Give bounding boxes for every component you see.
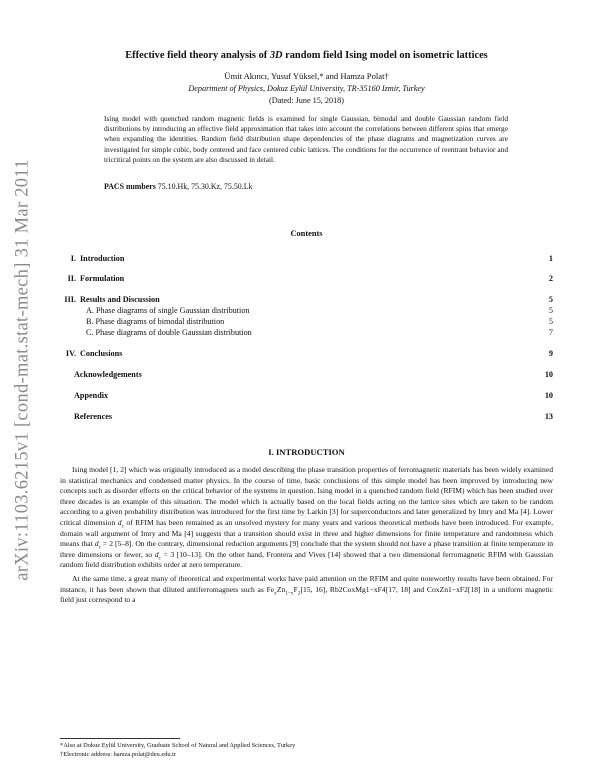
paper-title <box>60 50 553 61</box>
toc-entry-appendix[interactable] <box>60 391 553 402</box>
text-run: Ising model [1, 2] which was originally introduced as a model describing the phase transition properties of ferromagnetic materials has been widely examined in statistical mechanics and condensed matter physics. In the course of time, basic conclusions of this simple model has been improved by introducing new concepts such as disorder effects on the critical behavior of the systems in question. Ising model in a quenched random field (RFIM) which has been studied over three decades is an example of this situation. The model which is actually based on the local fields acting on the lattice sites which are taken to be random according to a given probability distribution was introduced for the first time by Larkin [3] for superconductors and later generalized by Imry and Ma [4]. Lower critical dimension <box>60 465 553 527</box>
formula-fe-zn-f2: $Fe_xZn_{1-x}F_2$ <box>266 584 301 597</box>
footnote-1: *Also at Dokuz Eylül University, Graduate School of Natural and Applied Sciences, Turkey <box>60 742 296 749</box>
title-dimension: 3D <box>269 50 283 61</box>
pacs-line <box>104 182 252 191</box>
math-sub: c <box>158 555 161 562</box>
affiliation: Department of Physics, Dokuz Eylül University, TR-35160 Izmir, Turkey <box>188 84 425 93</box>
toc-label: References <box>74 412 113 421</box>
toc-label: A. Phase diagrams of single Gaussian distribution <box>86 306 250 315</box>
pacs-values: 75.10.Hk, 75.30.Kz, 75.50.Lk <box>157 182 253 191</box>
toc-page: 5 <box>548 317 553 326</box>
toc-page: 7 <box>548 328 553 337</box>
math-d: d <box>154 549 159 559</box>
math-d: d <box>94 539 99 549</box>
toc-page: 1 <box>548 254 553 263</box>
arxiv-stamp <box>6 140 40 600</box>
toc-entry-results[interactable] <box>60 295 553 306</box>
toc-number: IV. <box>65 349 76 358</box>
toc-page: 9 <box>548 349 553 358</box>
toc-label: Appendix <box>74 391 109 400</box>
toc-label: C. Phase diagrams of double Gaussian distribution <box>86 328 252 337</box>
toc-entry-bimodal[interactable] <box>60 317 553 328</box>
paragraph-2 <box>60 574 553 606</box>
date-line: (Dated: June 15, 2018) <box>268 96 345 105</box>
toc-page: 10 <box>544 370 553 379</box>
text-run: = 3 [10–13]. On the other hand, Frontera and Vives [14] showed that a two dimensional ferromagnetic RFIM with Gaussian random field distribution exhibits order at zero temperature. <box>60 549 554 570</box>
toc-entry-conclusions[interactable] <box>60 349 553 360</box>
footnote-2: †Electronic address: hamza.polat@deu.edu.tr <box>60 751 177 758</box>
text-run: = 2 [5–8]. On the contrary, dimensional reduction arguments [9] conclude that the system should not have a phase transition at finite temperature in three dimensions or fewer, so <box>60 539 553 559</box>
paragraph-1 <box>60 465 553 571</box>
title-text-pre: Effective field theory analysis of <box>125 50 270 61</box>
footnote-rule <box>60 738 180 739</box>
abstract: Ising model with quenched random magnetic fields is examined for single Gaussian, bimodal and double Gaussian random field distributions by introducing an effective field approximation that takes into account the correlations between different spins that emerge when expanding the identities. Random field distribution shape dependencies of the phase diagrams and magnetization curves are investigated for simple cubic, body centered and face centered cubic lattices. The conditions for the occurrence of reentrant behavior and tricritical points on the system are also discussed in detail. <box>104 114 508 164</box>
toc-label: Results and Discussion <box>80 295 160 304</box>
toc-number: I. <box>70 254 76 263</box>
toc-entry-introduction[interactable] <box>60 254 553 265</box>
text-run: of RFIM has been remained as an unsolved mystery for many years and various theoretical methods have been introduced. For example, domain wall argument of Imry and Ma [4] suggests that a transition should exist in three and higher dimensions for finite temperature and randomness which means that <box>60 517 553 549</box>
toc-entry-acknowledgements[interactable] <box>60 370 553 381</box>
text-run: [15, 16], Rb2CoxMg1−xF4[17, 18] and CoxZn1−xF2[18] in a uniform magnetic field just correspond to a <box>60 584 553 605</box>
toc-label: Formulation <box>80 274 125 283</box>
toc-label: Introduction <box>80 254 125 263</box>
toc-label: Acknowledgements <box>74 370 142 379</box>
toc-entry-references[interactable] <box>60 412 553 423</box>
contents-heading: Contents <box>290 229 323 238</box>
toc-number: III. <box>64 295 76 304</box>
math-sub: c <box>98 544 101 551</box>
arxiv-id: arXiv:1103.6215v1 [cond-mat.stat-mech] 31 Mar 2011 <box>12 159 33 581</box>
math-sub: c <box>121 523 124 530</box>
toc-page: 5 <box>548 306 553 315</box>
toc-page: 10 <box>544 391 553 400</box>
toc-page: 5 <box>548 295 553 304</box>
math-d: d <box>117 517 122 527</box>
toc-page: 13 <box>544 412 553 421</box>
toc-label: B. Phase diagrams of bimodal distribution <box>86 317 225 326</box>
toc-entry-formulation[interactable] <box>60 274 553 285</box>
toc-entry-double-gaussian[interactable] <box>60 328 553 339</box>
author-list: Ümit Akıncı, Yusuf Yüksel,* and Hamza Polat† <box>224 71 389 81</box>
pacs-label: PACS numbers <box>104 182 156 191</box>
title-text-post: random field Ising model on isometric lattices <box>282 50 488 61</box>
toc-label: Conclusions <box>80 349 123 358</box>
text-run: At the same time, a great many of theoretical and experimental works have paid attention on the RFIM and quite noteworthy results have been obtained. For instance, it has been shown that diluted antiferromagnets such as <box>60 573 553 594</box>
body-text <box>60 465 553 606</box>
section-heading: I. INTRODUCTION <box>268 447 345 457</box>
toc-number: II. <box>67 274 76 283</box>
toc-entry-single-gaussian[interactable] <box>60 306 553 317</box>
toc-page: 2 <box>548 274 553 283</box>
